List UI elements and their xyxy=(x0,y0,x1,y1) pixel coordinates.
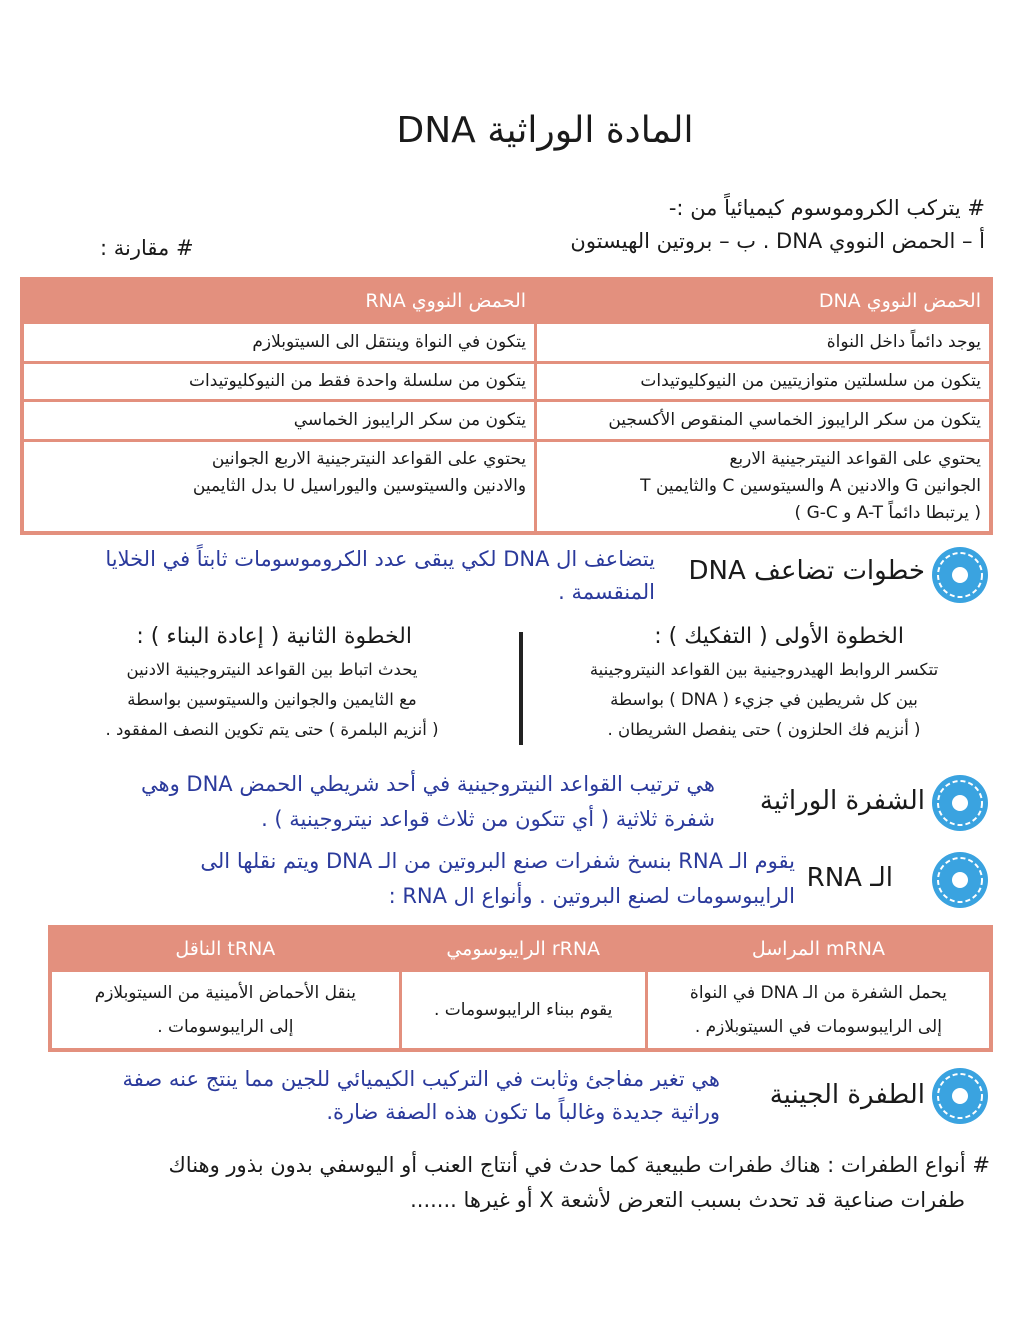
header-mrna: mRNA المراسل xyxy=(646,927,991,970)
cell: يتكون في النواة وينتقل الى السيتوبلازم xyxy=(22,322,536,362)
step-text: يحدث اتباط بين القواعد النيتروجينية الادنين xyxy=(126,660,418,679)
intro-line2: أ – الحمض النووي DNA . ب – بروتين الهيستون xyxy=(570,229,985,253)
bullet-circle-icon xyxy=(929,1065,991,1127)
bullet-circle-icon xyxy=(929,849,991,911)
mutation-desc-1: هي تغير مفاجئ وثابت في التركيب الكيميائي للجين مما ينتج عنه صفة xyxy=(122,1067,720,1091)
rna-desc-2: الرايبوسومات لصنع البروتين . وأنواع ال RNA : xyxy=(388,884,795,908)
header-rna: الحمض النووي RNA xyxy=(22,279,536,322)
mutation-desc-2: وراثية جديدة وغالباً ما تكون هذه الصفة ضارة. xyxy=(326,1100,720,1124)
header-dna: الحمض النووي DNA xyxy=(536,279,991,322)
step-one xyxy=(544,624,984,745)
cell: يتكون من سلسلتين متوازيتيين من النيوكليوتيدات xyxy=(536,362,991,400)
table-row xyxy=(50,970,991,1050)
replication-desc-1: يتضاعف ال DNA لكي يبقى عدد الكروموسومات ثابتاً في الخلايا xyxy=(105,547,655,571)
step-text: ( أنزيم البلمرة ) حتى يتم تكوين النصف المفقود . xyxy=(105,720,439,739)
table-row xyxy=(22,400,991,440)
mutation-types-2: طفرات صناعية قد تحدث بسبب التعرض لأشعة X أو غيرها ....... xyxy=(410,1188,965,1212)
rna-types-table xyxy=(48,925,993,1052)
cell: يقوم ببناء الرايبوسومات . xyxy=(400,970,646,1050)
genetic-code-desc-1: هي ترتيب القواعد النيتروجينية في أحد شريطي الحمض DNA وهي xyxy=(141,772,715,796)
header-trna: tRNA الناقل xyxy=(50,927,400,970)
header-rrna: rRNA الرايبوسومي xyxy=(400,927,646,970)
bullet-circle-icon xyxy=(929,772,991,834)
page-title: المادة الوراثية DNA xyxy=(396,110,694,151)
replication-title: خطوات تضاعف DNA xyxy=(688,556,925,586)
table-row xyxy=(22,362,991,400)
comparison-label: # مقارنة : xyxy=(100,236,194,260)
step-text: بين كل شريطين في جزيء ( DNA ) بواسطة xyxy=(610,690,918,709)
step-text: تتكسر الروابط الهيدروجينية بين القواعد النيتروجينية xyxy=(589,660,939,679)
cell: ينقل الأحماض الأمينية من السيتوبلازم إلى الرايبوسومات . xyxy=(50,970,400,1050)
cell: يتكون من سكر الرايبوز الخماسي المنقوص الأكسجين xyxy=(536,400,991,440)
replication-desc-2: المنقسمة . xyxy=(558,580,655,604)
step-text: مع الثايمين والجوانين والسيتوسين بواسطة xyxy=(127,690,417,709)
intro-line1: # يتركب الكروموسوم كيميائياً من :- xyxy=(668,196,985,220)
cell: يوجد دائماً داخل النواة xyxy=(536,322,991,362)
step-one-heading: الخطوة الأولى ( التفكيك ) : xyxy=(654,624,904,649)
cell: يتكون من سلسلة واحدة فقط من النيوكليوتيدات xyxy=(22,362,536,400)
comparison-table xyxy=(20,277,993,535)
mutation-title: الطفرة الجينية xyxy=(769,1080,925,1110)
cell: يحمل الشفرة من الـ DNA في النواة إلى الرايبوسومات في السيتوبلازم . xyxy=(646,970,991,1050)
genetic-code-desc-2: شفرة ثلاثية ( أي تتكون من ثلاث قواعد نيتروجينية ) . xyxy=(261,807,715,831)
rna-title: الـ RNA xyxy=(806,863,893,893)
cell: يتكون من سكر الرايبوز الخماسي xyxy=(22,400,536,440)
step-two-heading: الخطوة الثانية ( إعادة البناء ) : xyxy=(136,624,412,649)
genetic-code-title: الشفرة الوراثية xyxy=(759,786,925,816)
step-text: ( أنزيم فك الحلزون ) حتى ينفصل الشريطان . xyxy=(607,720,921,739)
rna-desc-1: يقوم الـ RNA بنسخ شفرات صنع البروتين من الـ DNA ويتم نقلها الى xyxy=(200,849,795,873)
divider xyxy=(519,632,523,745)
mutation-types-1: # أنواع الطفرات : هناك طفرات طبيعية كما حدث في أنتاج العنب أو اليوسفي بدون بذور وهناك xyxy=(168,1153,990,1177)
table-row xyxy=(22,322,991,362)
step-two xyxy=(72,624,472,745)
cell: يحتوي على القواعد النيترجينية الاربع الجوانين والادنين والسيتوسين واليوراسيل U بدل الثايمين xyxy=(22,440,536,533)
table-row xyxy=(22,440,991,533)
cell: يحتوي على القواعد النيترجينية الاربع الجوانين G والادنين A والسيتوسين C والثايمين T ( يرتبطا دائماً A-T و G-C ) xyxy=(536,440,991,533)
bullet-circle-icon xyxy=(929,544,991,606)
